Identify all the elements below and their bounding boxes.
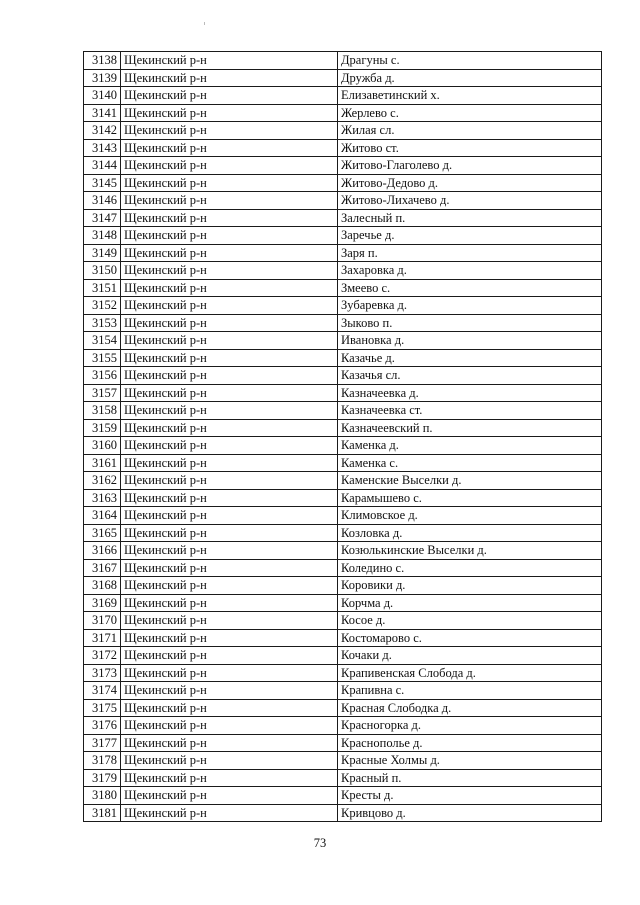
settlement-cell: Климовское д. (338, 507, 602, 525)
district-cell: Щекинский р-н (121, 279, 338, 297)
row-number-cell: 3177 (84, 734, 121, 752)
row-number-cell: 3143 (84, 139, 121, 157)
settlement-cell: Кривцово д. (338, 804, 602, 822)
row-number-cell: 3155 (84, 349, 121, 367)
settlement-cell: Жилая сл. (338, 122, 602, 140)
row-number-cell: 3146 (84, 192, 121, 210)
row-number-cell: 3151 (84, 279, 121, 297)
row-number-cell: 3154 (84, 332, 121, 350)
table-row (84, 752, 602, 770)
row-number-cell: 3166 (84, 542, 121, 560)
district-cell: Щекинский р-н (121, 594, 338, 612)
settlement-cell: Елизаветинский х. (338, 87, 602, 105)
district-cell: Щекинский р-н (121, 367, 338, 385)
settlement-cell: Крапивенская Слобода д. (338, 664, 602, 682)
table-row (84, 349, 602, 367)
row-number-cell: 3140 (84, 87, 121, 105)
row-number-cell: 3163 (84, 489, 121, 507)
settlement-cell: Драгуны с. (338, 52, 602, 70)
district-cell: Щекинский р-н (121, 192, 338, 210)
table-row (84, 367, 602, 385)
row-number-cell: 3165 (84, 524, 121, 542)
settlement-cell: Кресты д. (338, 787, 602, 805)
table-row (84, 87, 602, 105)
settlement-cell: Красные Холмы д. (338, 752, 602, 770)
table-row (84, 314, 602, 332)
table-row (84, 717, 602, 735)
table-body (84, 52, 602, 822)
settlement-cell: Краснополье д. (338, 734, 602, 752)
row-number-cell: 3173 (84, 664, 121, 682)
settlement-cell: Крапивна с. (338, 682, 602, 700)
district-cell: Щекинский р-н (121, 734, 338, 752)
table-row (84, 437, 602, 455)
settlement-cell: Дружба д. (338, 69, 602, 87)
district-cell: Щекинский р-н (121, 559, 338, 577)
district-cell: Щекинский р-н (121, 297, 338, 315)
row-number-cell: 3170 (84, 612, 121, 630)
district-cell: Щекинский р-н (121, 87, 338, 105)
table-row (84, 227, 602, 245)
table-row (84, 402, 602, 420)
settlement-cell: Ивановка д. (338, 332, 602, 350)
table-row (84, 542, 602, 560)
settlement-cell: Захаровка д. (338, 262, 602, 280)
district-cell: Щекинский р-н (121, 314, 338, 332)
row-number-cell: 3152 (84, 297, 121, 315)
row-number-cell: 3148 (84, 227, 121, 245)
table-row (84, 209, 602, 227)
district-cell: Щекинский р-н (121, 769, 338, 787)
table-row (84, 594, 602, 612)
row-number-cell: 3141 (84, 104, 121, 122)
settlement-cell: Коледино с. (338, 559, 602, 577)
table-row (84, 524, 602, 542)
settlement-cell: Залесный п. (338, 209, 602, 227)
table-row (84, 157, 602, 175)
table-row (84, 69, 602, 87)
district-cell: Щекинский р-н (121, 629, 338, 647)
row-number-cell: 3175 (84, 699, 121, 717)
table-row (84, 787, 602, 805)
settlement-cell: Жерлево с. (338, 104, 602, 122)
district-cell: Щекинский р-н (121, 227, 338, 245)
settlement-cell: Красный п. (338, 769, 602, 787)
table-row (84, 612, 602, 630)
district-cell: Щекинский р-н (121, 174, 338, 192)
table-row (84, 122, 602, 140)
settlements-table (83, 51, 602, 822)
district-cell: Щекинский р-н (121, 262, 338, 280)
row-number-cell: 3180 (84, 787, 121, 805)
settlement-cell: Казначеевский п. (338, 419, 602, 437)
settlement-cell: Змеево с. (338, 279, 602, 297)
district-cell: Щекинский р-н (121, 664, 338, 682)
settlement-cell: Житово-Дедово д. (338, 174, 602, 192)
settlement-cell: Житово-Лихачево д. (338, 192, 602, 210)
district-cell: Щекинский р-н (121, 454, 338, 472)
district-cell: Щекинский р-н (121, 717, 338, 735)
settlement-cell: Каменские Выселки д. (338, 472, 602, 490)
district-cell: Щекинский р-н (121, 122, 338, 140)
table-row (84, 279, 602, 297)
settlement-cell: Каменка с. (338, 454, 602, 472)
district-cell: Щекинский р-н (121, 419, 338, 437)
district-cell: Щекинский р-н (121, 384, 338, 402)
row-number-cell: 3149 (84, 244, 121, 262)
settlement-cell: Казначеевка д. (338, 384, 602, 402)
settlement-cell: Заря п. (338, 244, 602, 262)
row-number-cell: 3174 (84, 682, 121, 700)
row-number-cell: 3139 (84, 69, 121, 87)
table-row (84, 734, 602, 752)
table-row (84, 804, 602, 822)
settlement-cell: Житово ст. (338, 139, 602, 157)
settlement-cell: Зубаревка д. (338, 297, 602, 315)
row-number-cell: 3153 (84, 314, 121, 332)
row-number-cell: 3167 (84, 559, 121, 577)
district-cell: Щекинский р-н (121, 402, 338, 420)
row-number-cell: 3172 (84, 647, 121, 665)
table-row (84, 577, 602, 595)
district-cell: Щекинский р-н (121, 577, 338, 595)
district-cell: Щекинский р-н (121, 804, 338, 822)
settlement-cell: Казачье д. (338, 349, 602, 367)
table-row (84, 297, 602, 315)
district-cell: Щекинский р-н (121, 489, 338, 507)
settlement-cell: Красногорка д. (338, 717, 602, 735)
settlement-cell: Костомарово с. (338, 629, 602, 647)
table-row (84, 104, 602, 122)
row-number-cell: 3179 (84, 769, 121, 787)
row-number-cell: 3145 (84, 174, 121, 192)
row-number-cell: 3138 (84, 52, 121, 70)
row-number-cell: 3164 (84, 507, 121, 525)
table-row (84, 332, 602, 350)
district-cell: Щекинский р-н (121, 542, 338, 560)
district-cell: Щекинский р-н (121, 52, 338, 70)
settlement-cell: Каменка д. (338, 437, 602, 455)
table-row (84, 629, 602, 647)
district-cell: Щекинский р-н (121, 209, 338, 227)
district-cell: Щекинский р-н (121, 139, 338, 157)
district-cell: Щекинский р-н (121, 244, 338, 262)
district-cell: Щекинский р-н (121, 157, 338, 175)
district-cell: Щекинский р-н (121, 647, 338, 665)
table-row (84, 472, 602, 490)
table-row (84, 507, 602, 525)
row-number-cell: 3142 (84, 122, 121, 140)
table-row (84, 384, 602, 402)
settlement-cell: Корчма д. (338, 594, 602, 612)
settlement-cell: Косое д. (338, 612, 602, 630)
row-number-cell: 3169 (84, 594, 121, 612)
table-row (84, 769, 602, 787)
table-row (84, 192, 602, 210)
settlement-cell: Житово-Глаголево д. (338, 157, 602, 175)
row-number-cell: 3159 (84, 419, 121, 437)
page-number: 73 (313, 836, 327, 850)
settlement-cell: Карамышево с. (338, 489, 602, 507)
table-row (84, 489, 602, 507)
row-number-cell: 3171 (84, 629, 121, 647)
district-cell: Щекинский р-н (121, 332, 338, 350)
district-cell: Щекинский р-н (121, 787, 338, 805)
district-cell: Щекинский р-н (121, 437, 338, 455)
district-cell: Щекинский р-н (121, 524, 338, 542)
settlement-cell: Казначеевка ст. (338, 402, 602, 420)
table-row (84, 682, 602, 700)
settlement-cell: Казачья сл. (338, 367, 602, 385)
settlement-cell: Козюлькинские Выселки д. (338, 542, 602, 560)
settlement-cell: Кочаки д. (338, 647, 602, 665)
district-cell: Щекинский р-н (121, 69, 338, 87)
table-row (84, 647, 602, 665)
row-number-cell: 3144 (84, 157, 121, 175)
row-number-cell: 3150 (84, 262, 121, 280)
district-cell: Щекинский р-н (121, 507, 338, 525)
row-number-cell: 3158 (84, 402, 121, 420)
table-row (84, 419, 602, 437)
row-number-cell: 3147 (84, 209, 121, 227)
table-row (84, 174, 602, 192)
district-cell: Щекинский р-н (121, 752, 338, 770)
settlement-cell: Коровики д. (338, 577, 602, 595)
settlement-cell: Заречье д. (338, 227, 602, 245)
row-number-cell: 3157 (84, 384, 121, 402)
row-number-cell: 3181 (84, 804, 121, 822)
settlement-cell: Зыково п. (338, 314, 602, 332)
row-number-cell: 3178 (84, 752, 121, 770)
table-row (84, 139, 602, 157)
table-row (84, 244, 602, 262)
row-number-cell: 3160 (84, 437, 121, 455)
table-row (84, 454, 602, 472)
row-number-cell: 3156 (84, 367, 121, 385)
table-row (84, 52, 602, 70)
table-row (84, 262, 602, 280)
scan-mark (204, 22, 205, 25)
row-number-cell: 3168 (84, 577, 121, 595)
district-cell: Щекинский р-н (121, 472, 338, 490)
row-number-cell: 3176 (84, 717, 121, 735)
settlement-cell: Козловка д. (338, 524, 602, 542)
row-number-cell: 3161 (84, 454, 121, 472)
row-number-cell: 3162 (84, 472, 121, 490)
table-row (84, 664, 602, 682)
district-cell: Щекинский р-н (121, 349, 338, 367)
district-cell: Щекинский р-н (121, 699, 338, 717)
district-cell: Щекинский р-н (121, 104, 338, 122)
table-row (84, 559, 602, 577)
settlement-cell: Красная Слободка д. (338, 699, 602, 717)
district-cell: Щекинский р-н (121, 612, 338, 630)
district-cell: Щекинский р-н (121, 682, 338, 700)
table-row (84, 699, 602, 717)
